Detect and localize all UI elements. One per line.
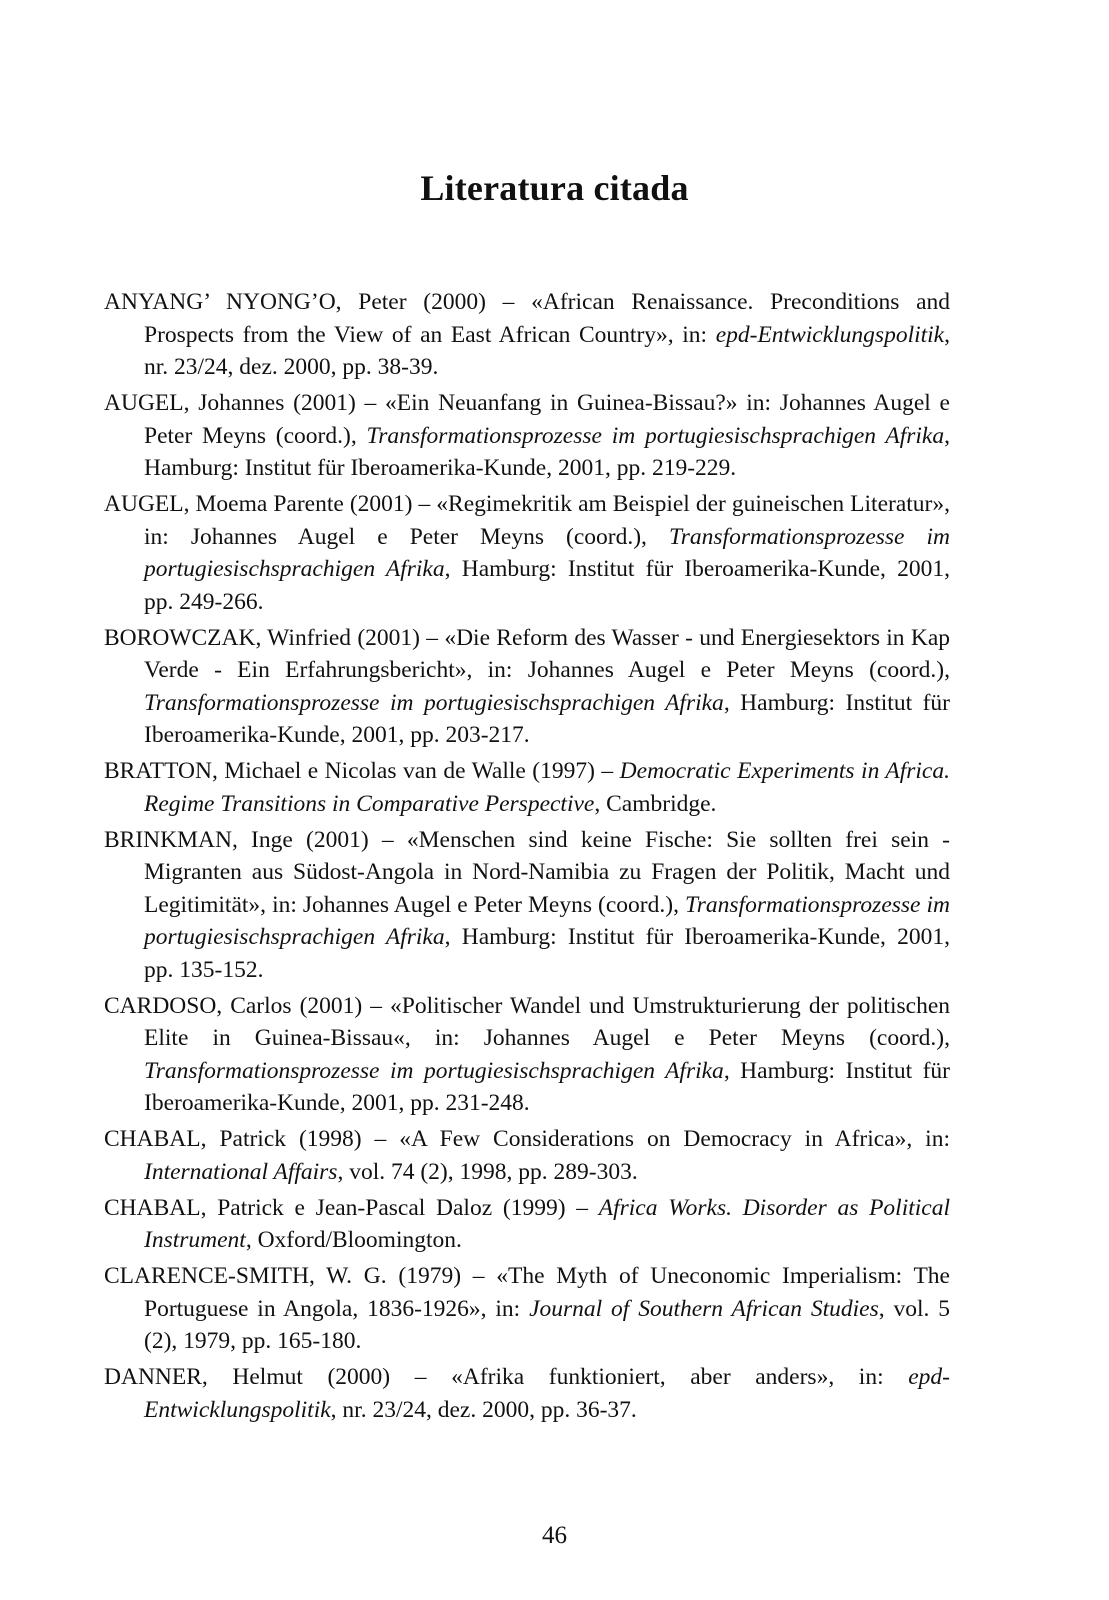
reference-text: , Cambridge. — [594, 790, 717, 817]
reference-title-italic: Democratic Experiments in Africa. Regime Transitions in Comparative Perspective — [144, 758, 950, 817]
reference-entry — [104, 1192, 950, 1257]
reference-text: CLARENCE-SMITH, W. G. (1979) – «The Myth of Uneconomic Imperialism: The Portuguese in Angola, 1836-1926», in: — [104, 1263, 950, 1322]
reference-title-italic: epd-Entwicklungspolitik — [144, 1364, 950, 1423]
reference-text: AUGEL, Moema Parente (2001) – «Regimekritik am Beispiel der guineischen Literatur», in: Johannes Augel e Peter Meyns (coord.), — [104, 491, 950, 550]
reference-text: , nr. 23/24, dez. 2000, pp. 36-37. — [330, 1396, 637, 1423]
reference-entry — [104, 1361, 950, 1426]
page-number: 46 — [542, 1522, 567, 1549]
reference-text: , Hamburg: Institut für Iberoamerika-Kunde, 2001, pp. 231-248. — [144, 1057, 950, 1116]
reference-text: CHABAL, Patrick (1998) – «A Few Considerations on Democracy in Africa», in: — [104, 1126, 950, 1152]
reference-entry — [104, 622, 950, 752]
reference-title-italic: Africa Works. Disorder as Political Instrument — [144, 1194, 950, 1253]
reference-text: , nr. 23/24, dez. 2000, pp. 38-39. — [144, 321, 950, 380]
reference-text: ANYANG’ NYONG’O, Peter (2000) – «African Renaissance. Preconditions and Prospects from the View of an East African Country», in: — [104, 289, 950, 348]
reference-text: CHABAL, Patrick e Jean-Pascal Daloz (1999) – — [104, 1194, 599, 1221]
reference-text: CARDOSO, Carlos (2001) – «Politischer Wandel und Umstrukturierung der politischen Elite in Guinea-Bissau«, in: Johannes Augel e Peter Meyns (coord.), — [104, 992, 950, 1051]
reference-entry — [104, 824, 950, 987]
reference-entry — [104, 488, 950, 618]
reference-title-italic: epd-Entwicklungspolitik — [715, 321, 945, 348]
reference-title-italic: Transformationsprozesse im portugiesischsprachigen Afrika — [144, 523, 951, 582]
reference-title-italic: Transformationsprozesse im portugiesischsprachigen Afrika — [144, 891, 950, 950]
reference-text: , vol. 74 (2), 1998, pp. 289-303. — [337, 1158, 638, 1185]
reference-entry — [104, 1260, 950, 1358]
reference-text: BRINKMAN, Inge (2001) – «Menschen sind keine Fische: Sie sollten frei sein - Migranten aus Südost-Angola in Nord-Namibia zu Fragen der Politik, Macht und Legitimität», in: Johannes Augel e Peter Meyns (coord.), — [104, 826, 950, 918]
reference-entry — [104, 286, 950, 384]
reference-entry — [104, 990, 950, 1120]
reference-text: , Hamburg: Institut für Iberoamerika-Kunde, 2001, pp. 203-217. — [144, 689, 950, 748]
reference-text: , Oxford/Bloomington. — [245, 1227, 462, 1253]
reference-text: AUGEL, Johannes (2001) – «Ein Neuanfang in Guinea-Bissau?» in: Johannes Augel e Peter Meyns (coord.), — [104, 390, 950, 449]
reference-text: BOROWCZAK, Winfried (2001) – «Die Reform des Wasser - und Energiesektors in Kap Verde - Ein Erfahrungsbericht», in: Johannes Augel e Peter Meyns (coord.), — [104, 624, 950, 683]
reference-title-italic: Transformationsprozesse im portugiesischsprachigen Afrika — [144, 1057, 724, 1084]
reference-text: DANNER, Helmut (2000) – «Afrika funktioniert, aber anders», in: — [104, 1364, 909, 1390]
reference-title-italic: Transformationsprozesse im portugiesischsprachigen Afrika — [144, 689, 724, 716]
reference-text: , vol. 5 (2), 1979, pp. 165-180. — [144, 1295, 951, 1354]
reference-text: , Hamburg: Institut für Iberoamerika-Kunde, 2001, pp. 135-152. — [144, 924, 950, 983]
reference-text: , Hamburg: Institut für Iberoamerika-Kunde, 2001, pp. 249-266. — [144, 556, 950, 615]
reference-text: , Hamburg: Institut für Iberoamerika-Kunde, 2001, pp. 219-229. — [144, 422, 950, 481]
reference-entry — [104, 387, 950, 485]
page-title: Literatura citada — [420, 168, 689, 209]
reference-entry — [104, 755, 950, 820]
reference-title-italic: Journal of Southern African Studies — [529, 1295, 879, 1322]
reference-text: BRATTON, Michael e Nicolas van de Walle (1997) – — [104, 758, 620, 784]
reference-title-italic: International Affairs — [144, 1158, 338, 1185]
reference-list — [104, 286, 950, 1430]
reference-title-italic: Transformationsprozesse im portugiesischsprachigen Afrika — [366, 422, 945, 449]
reference-entry — [104, 1123, 950, 1188]
